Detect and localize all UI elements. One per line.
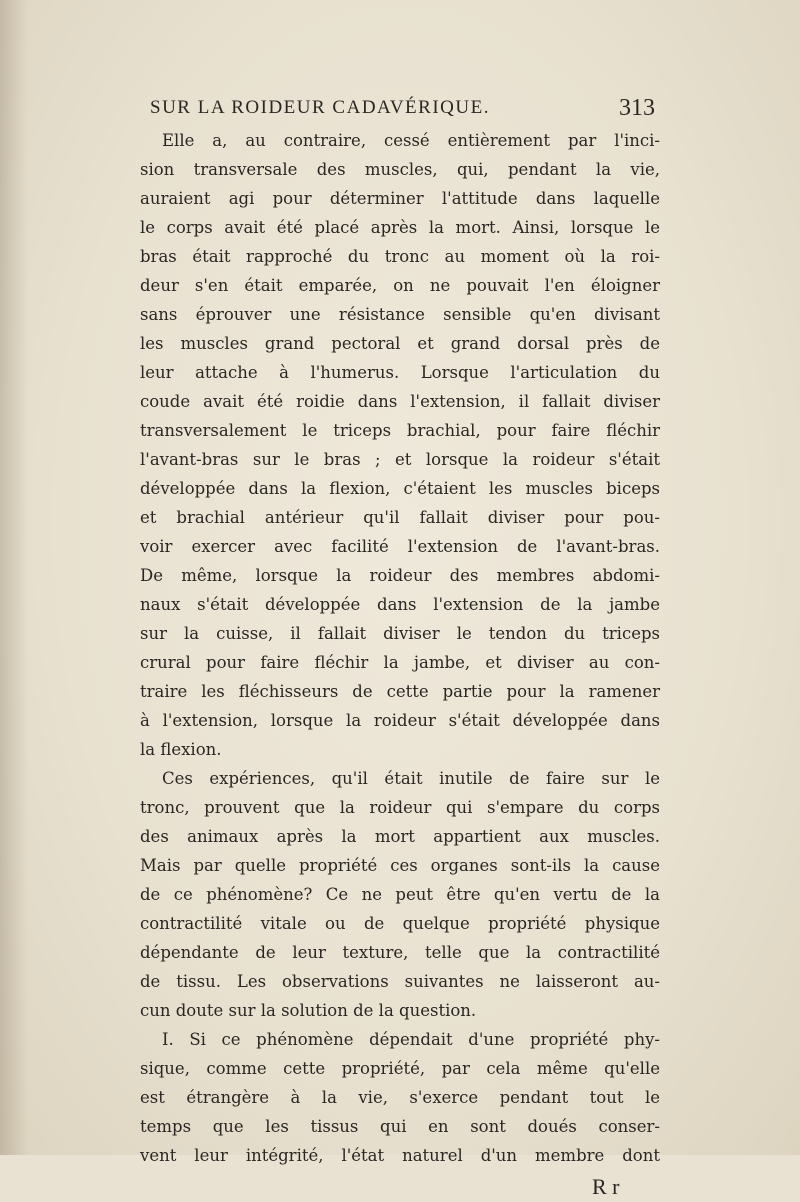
text-line: est étrangère à la vie, s'exerce pendant tout le [140, 1088, 660, 1107]
body-text [140, 126, 660, 1170]
text-line: voir exercer avec facilité l'extension de l'avant-bras. [140, 537, 660, 556]
text-line: sur la cuisse, il fallait diviser le tendon du triceps [140, 624, 660, 643]
paragraph [140, 1025, 660, 1170]
text-line: des animaux après la mort appartient aux muscles. [140, 827, 660, 846]
text-line: transversalement le triceps brachial, pour faire fléchir [140, 421, 660, 440]
text-line: I. Si ce phénomène dépendait d'une propriété phy- [162, 1030, 660, 1049]
gutter-shadow [0, 0, 28, 1155]
text-line: sique, comme cette propriété, par cela même qu'elle [140, 1059, 660, 1078]
text-line: Mais par quelle propriété ces organes sont-ils la cause [140, 856, 660, 875]
text-line: développée dans la flexion, c'étaient les muscles biceps [140, 479, 660, 498]
text-line: traire les fléchisseurs de cette partie pour la ramener [140, 682, 660, 701]
text-line: sans éprouver une résistance sensible qu'en divisant [140, 305, 660, 324]
text-line: tronc, prouvent que la roideur qui s'empare du corps [140, 798, 660, 817]
text-line: bras était rapproché du tronc au moment où la roi- [140, 247, 660, 266]
paragraph [140, 126, 660, 764]
text-line: contractilité vitale ou de quelque propriété physique [140, 914, 660, 933]
text-line: l'avant-bras sur le bras ; et lorsque la roideur s'était [140, 450, 660, 469]
text-line: les muscles grand pectoral et grand dorsal près de [140, 334, 660, 353]
text-line: de tissu. Les observations suivantes ne laisseront au- [140, 972, 660, 991]
text-line: vent leur intégrité, l'état naturel d'un membre dont [140, 1146, 660, 1165]
text-line: naux s'était développée dans l'extension de la jambe [140, 595, 660, 614]
text-line: et brachial antérieur qu'il fallait diviser pour pou- [140, 508, 660, 527]
text-line: coude avait été roidie dans l'extension, il fallait diviser [140, 392, 660, 411]
text-line: de ce phénomène? Ce ne peut être qu'en vertu de la [140, 885, 660, 904]
text-line: Elle a, au contraire, cessé entièrement par l'inci- [162, 131, 660, 150]
paragraph [140, 764, 660, 1025]
text-line: dépendante de leur texture, telle que la contractilité [140, 943, 660, 962]
text-line: leur attache à l'humerus. Lorsque l'articulation du [140, 363, 660, 382]
text-line: deur s'en était emparée, on ne pouvait l'en éloigner [140, 276, 660, 295]
signature-mark: R r [592, 1174, 620, 1199]
text-line: sion transversale des muscles, qui, pendant la vie, [140, 160, 660, 179]
text-line: à l'extension, lorsque la roideur s'était développée dans [140, 711, 660, 730]
text-line: Ces expériences, qu'il était inutile de faire sur le [162, 769, 660, 788]
text-line: cun doute sur la solution de la question. [140, 1001, 477, 1020]
text-line: la flexion. [140, 740, 222, 759]
running-head-title: SUR LA ROIDEUR CADAVÉRIQUE. [150, 97, 490, 118]
running-head [150, 90, 655, 126]
text-line: crural pour faire fléchir la jambe, et diviser au con- [140, 653, 660, 672]
text-line: temps que les tissus qui en sont doués conser- [140, 1117, 660, 1136]
text-line: De même, lorsque la roideur des membres abdomi- [140, 566, 660, 585]
text-line: auraient agi pour déterminer l'attitude dans laquelle [140, 189, 660, 208]
page-number: 313 [619, 95, 655, 121]
text-line: le corps avait été placé après la mort. Ainsi, lorsque le [140, 218, 660, 237]
